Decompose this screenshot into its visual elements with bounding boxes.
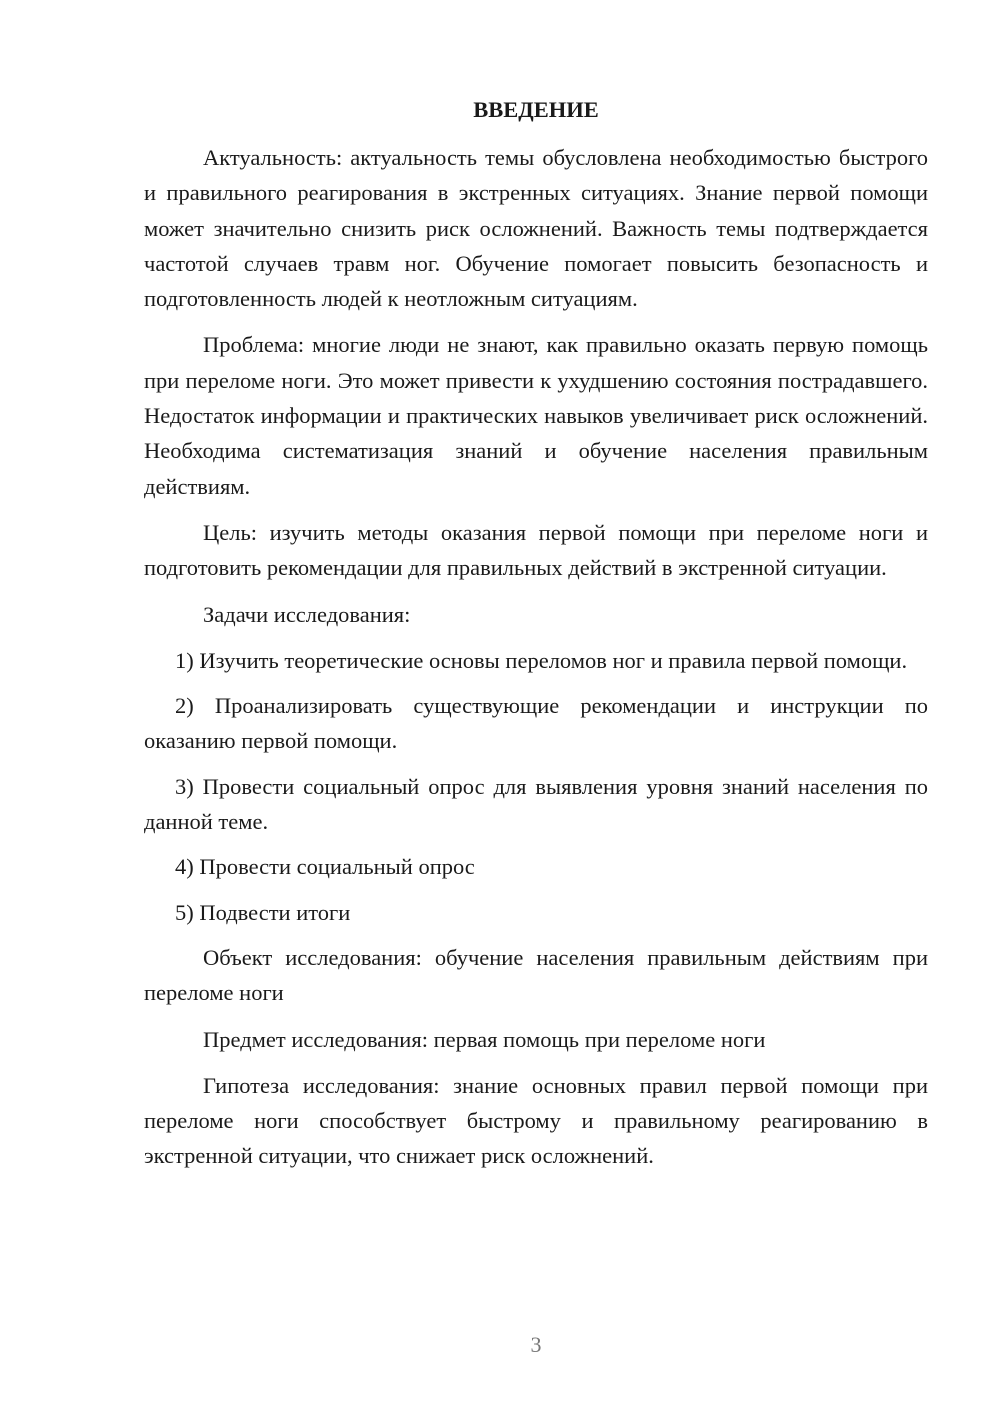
object-paragraph: Объект исследования: обучение населения правильным действиям при переломе ноги	[144, 944, 928, 1006]
relevance-paragraph: Актуальность: актуальность темы обусловлена необходимостью быстрого и правильного реагирования в экстренных ситуациях. Знание первой помощи может значительно снизить риск осложнений. Важность темы подтверждается частотой случаев травм ног. Обучение помогает повысить безопасность и подготовленность людей к неотложным ситуациям.	[144, 145, 928, 312]
task-item-4: 4) Провести социальный опрос	[175, 854, 475, 880]
problem-paragraph: Проблема: многие люди не знают, как правильно оказать первую помощь при переломе ноги. Это может привести к ухудшению состояния пострадавшего. Недостаток информации и практических навыков увеличивает риск осложнений. Необходима систематизация знаний и обучение населения правильным действиям.	[144, 332, 928, 499]
tasks-title: Задачи исследования:	[203, 601, 411, 627]
goal-paragraph: Цель: изучить методы оказания первой помощи при переломе ноги и подготовить рекомендации для правильных действий в экстренной ситуации.	[144, 519, 928, 581]
page-number: 3	[530, 1332, 542, 1357]
task-item-2: 2) Проанализировать существующие рекомендации и инструкции по оказанию первой помощи.	[144, 693, 928, 754]
task-item-3: 3) Провести социальный опрос для выявления уровня знаний населения по данной теме.	[144, 773, 928, 835]
subject-paragraph: Предмет исследования: первая помощь при переломе ноги	[203, 1026, 766, 1052]
page-content	[144, 92, 928, 1185]
hypothesis-paragraph: Гипотеза исследования: знание основных правил первой помощи при переломе ноги способствует быстрому и правильному реагированию в экстренной ситуации, что снижает риск осложнений.	[144, 1072, 928, 1169]
page-title: ВВЕДЕНИЕ	[473, 97, 599, 122]
task-item-5: 5) Подвести итоги	[175, 899, 351, 925]
task-item-1: 1) Изучить теоретические основы переломов ног и правила первой помощи.	[175, 647, 908, 673]
